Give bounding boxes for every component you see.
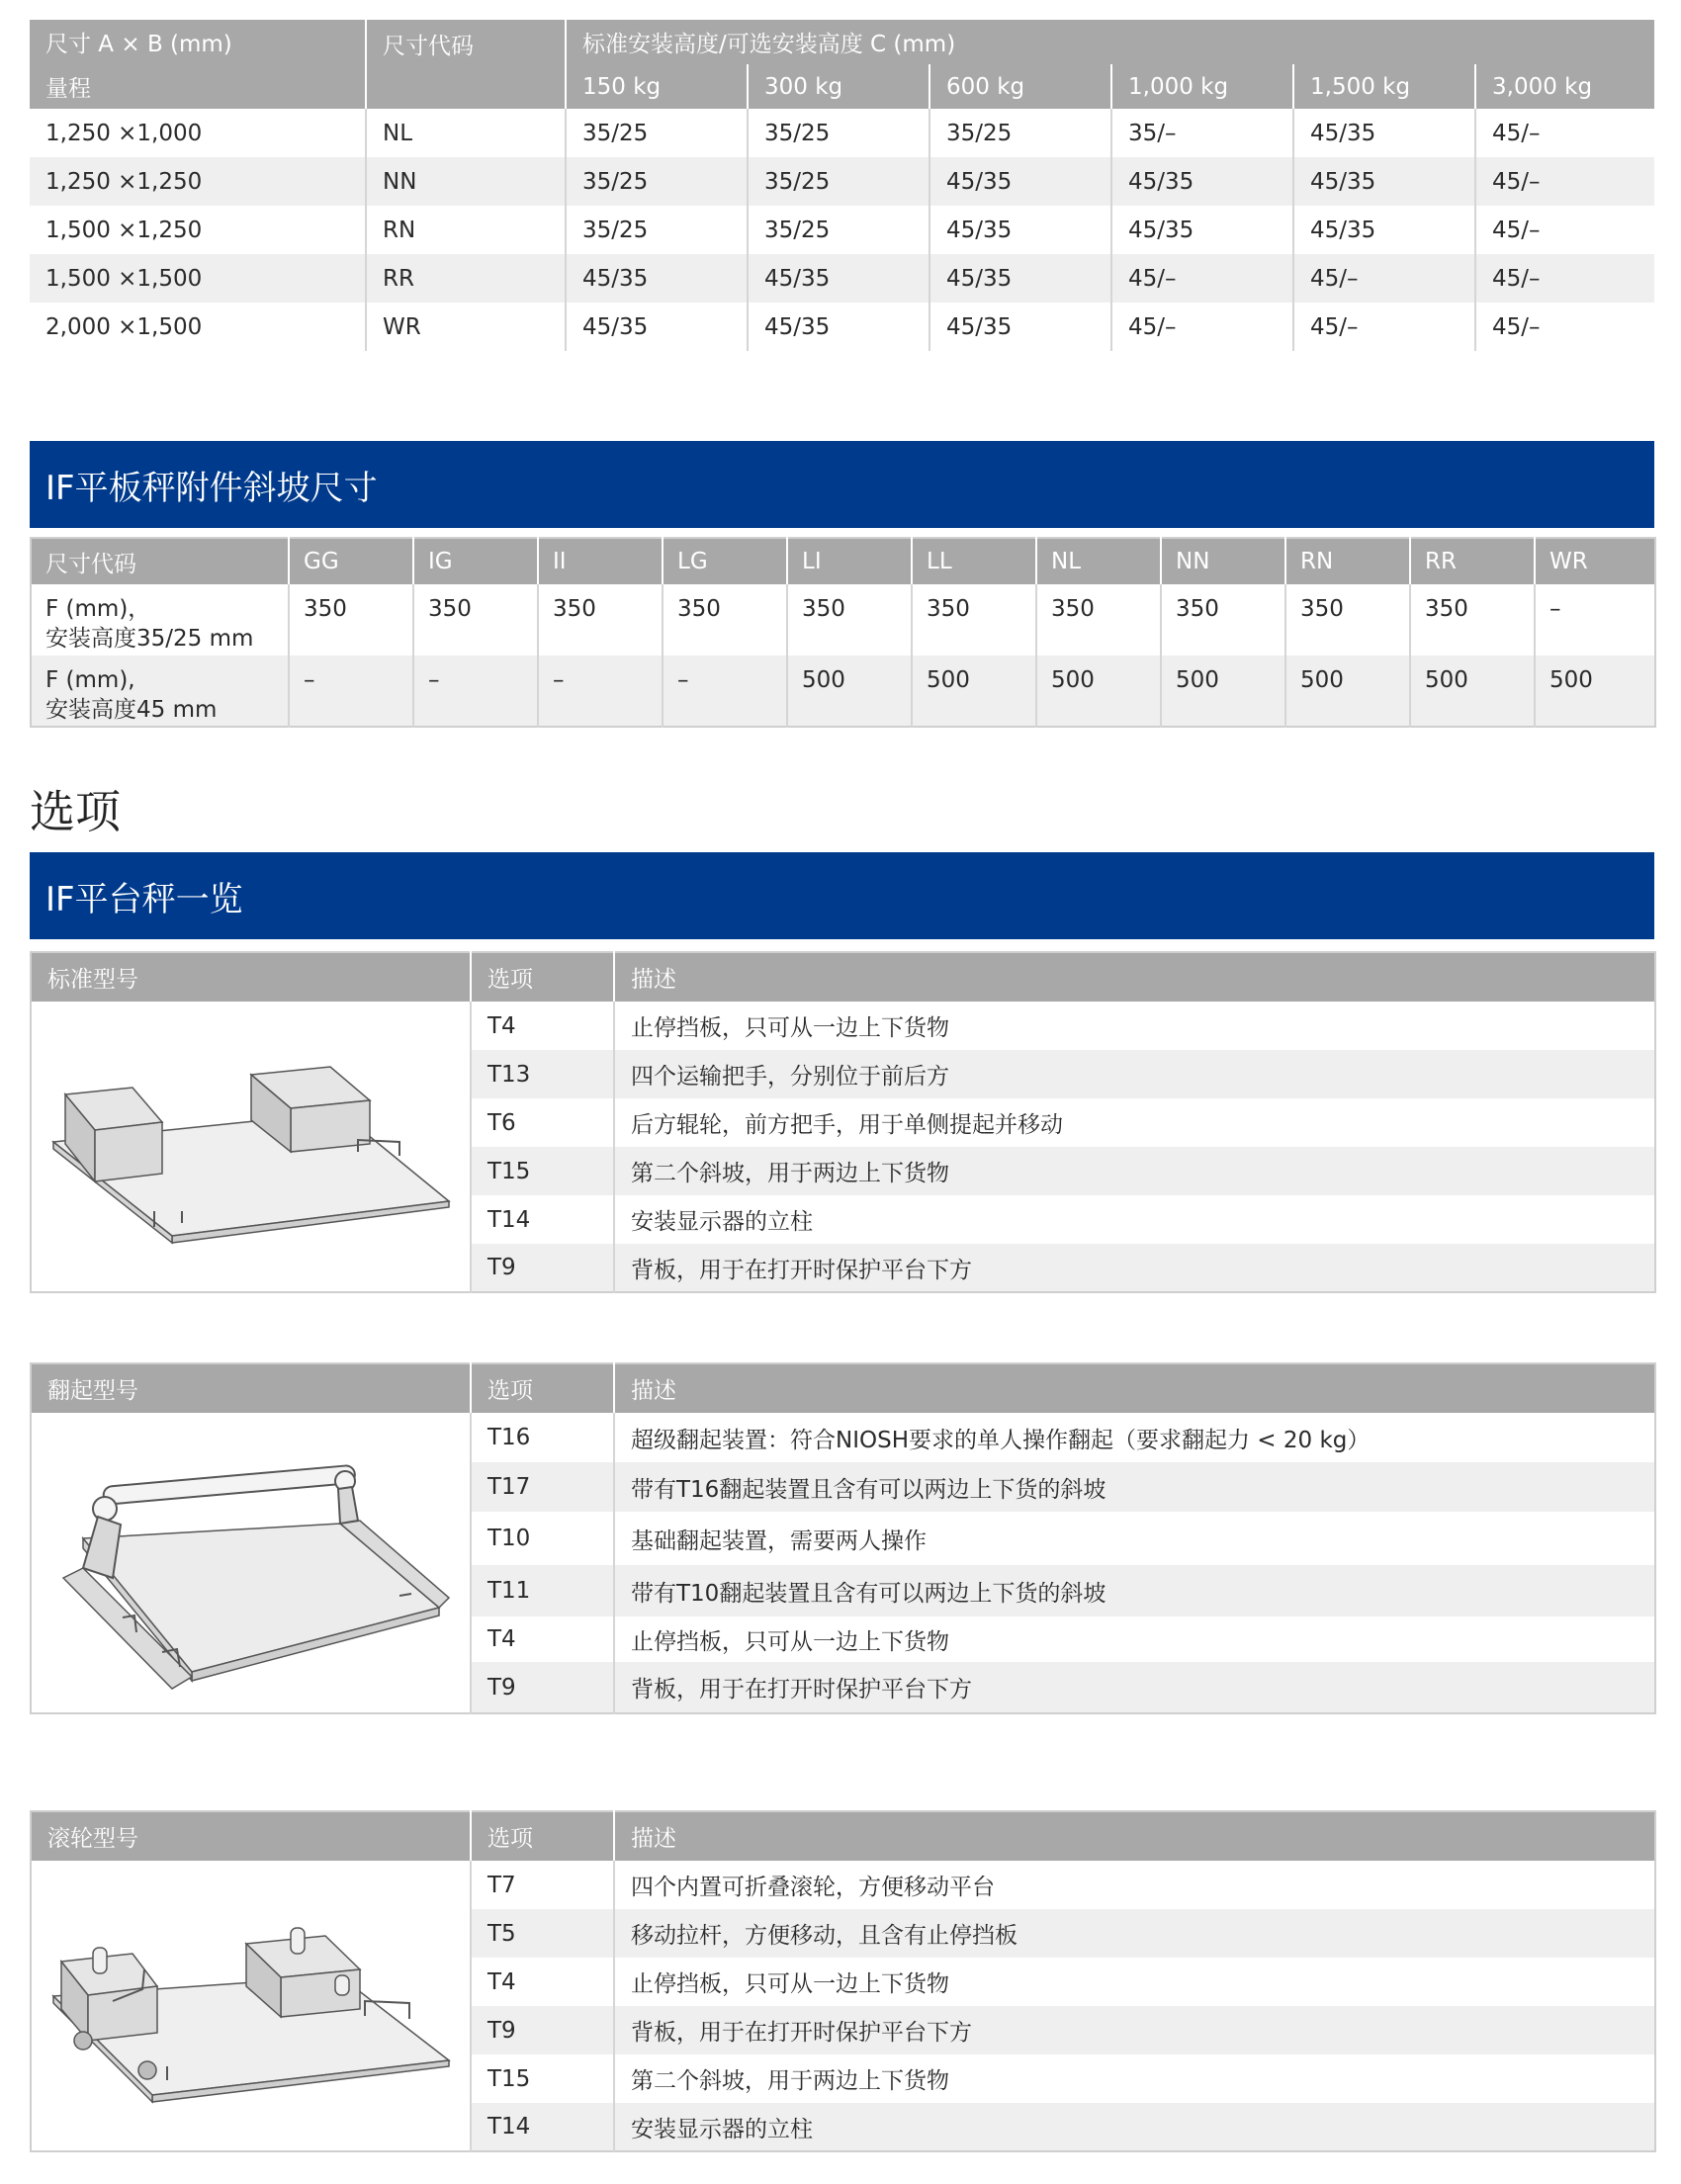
- option-row: [31, 1002, 1655, 1050]
- option-description: 背板，用于在打开时保护平台下方: [614, 1662, 1655, 1713]
- option-code: T9: [471, 1662, 614, 1713]
- option-row: [31, 1413, 1655, 1462]
- model-image-cell: [31, 1002, 471, 1292]
- option-description: 带有T16翻起装置且含有可以两边上下货的斜坡: [614, 1462, 1655, 1512]
- tilt-scale-illustration: [44, 1430, 459, 1697]
- ramp-value-cell: 500: [1410, 655, 1535, 727]
- option-code: T4: [471, 1002, 614, 1050]
- height-cell: 45/35: [566, 303, 748, 351]
- header-description: 描述: [614, 1363, 1655, 1413]
- wheel-scale-illustration: [44, 1892, 459, 2120]
- ramp-value-cell: 350: [413, 584, 538, 655]
- header-install-height: 标准安装高度/可选安装高度 C (mm): [566, 20, 1654, 64]
- option-code: T10: [471, 1512, 614, 1565]
- height-cell: 45/–: [1111, 254, 1293, 303]
- row-label-line: 安装高度35/25 mm: [45, 626, 254, 652]
- height-cell: 45/35: [1293, 157, 1475, 206]
- option-description: 安装显示器的立柱: [614, 2103, 1655, 2151]
- option-description: 基础翻起装置，需要两人操作: [614, 1512, 1655, 1565]
- height-cell: 35/–: [1111, 109, 1293, 157]
- header-capacity: 3,000 kg: [1475, 64, 1654, 109]
- option-code: T16: [471, 1413, 614, 1462]
- header-code: LG: [663, 538, 787, 584]
- height-cell: 45/–: [1293, 303, 1475, 351]
- header-capacity: 1,500 kg: [1293, 64, 1475, 109]
- height-cell: 45/35: [1111, 206, 1293, 254]
- header-code: NN: [1161, 538, 1285, 584]
- ramp-value-cell: 350: [538, 584, 663, 655]
- table-row: [31, 584, 1655, 655]
- header-code: LI: [787, 538, 912, 584]
- option-row: [31, 1861, 1655, 1909]
- header-option: 选项: [471, 1811, 614, 1861]
- header-capacity: 150 kg: [566, 64, 748, 109]
- option-code: T14: [471, 2103, 614, 2151]
- height-cell: 45/–: [1475, 303, 1654, 351]
- code-cell: NL: [366, 109, 566, 157]
- table-row: [30, 157, 1654, 206]
- ramp-value-cell: 500: [1161, 655, 1285, 727]
- height-cell: 45/–: [1475, 157, 1654, 206]
- option-description: 第二个斜坡，用于两边上下货物: [614, 2054, 1655, 2103]
- ramp-value-cell: 350: [1285, 584, 1410, 655]
- header-option: 选项: [471, 1363, 614, 1413]
- overview-title: IF平台秤一览: [30, 852, 1654, 939]
- height-cell: 45/–: [1293, 254, 1475, 303]
- height-cell: 45/–: [1475, 109, 1654, 157]
- option-description: 止停挡板，只可从一边上下货物: [614, 1002, 1655, 1050]
- header-capacity: 1,000 kg: [1111, 64, 1293, 109]
- table-row: [30, 303, 1654, 351]
- ramp-value-cell: 350: [663, 584, 787, 655]
- height-cell: 45/–: [1111, 303, 1293, 351]
- header-description: 描述: [614, 952, 1655, 1002]
- ramp-value-cell: 500: [1285, 655, 1410, 727]
- header-description: 描述: [614, 1811, 1655, 1861]
- option-description: 背板，用于在打开时保护平台下方: [614, 1244, 1655, 1292]
- option-description: 安装显示器的立柱: [614, 1195, 1655, 1244]
- header-option: 选项: [471, 952, 614, 1002]
- height-cell: 45/35: [748, 303, 929, 351]
- option-code: T13: [471, 1050, 614, 1098]
- height-cell: 45/35: [748, 254, 929, 303]
- option-description: 移动拉杆，方便移动，且含有止停挡板: [614, 1909, 1655, 1958]
- ramp-value-cell: –: [289, 655, 413, 727]
- option-code: T14: [471, 1195, 614, 1244]
- size-cell: 1,500 ×1,500: [30, 254, 366, 303]
- table-row: [30, 206, 1654, 254]
- header-code: RR: [1410, 538, 1535, 584]
- height-cell: 45/35: [566, 254, 748, 303]
- row-label-line: 安装高度45 mm: [45, 697, 218, 723]
- ramp-value-cell: 350: [787, 584, 912, 655]
- header-code: IG: [413, 538, 538, 584]
- option-code: T15: [471, 1147, 614, 1195]
- ramp-value-cell: 350: [289, 584, 413, 655]
- ramp-value-cell: 350: [1036, 584, 1161, 655]
- ramp-section-title: IF平板秤附件斜坡尺寸: [30, 441, 1654, 528]
- size-cell: 1,250 ×1,250: [30, 157, 366, 206]
- ramp-value-cell: 500: [1535, 655, 1655, 727]
- model-image-cell: [31, 1413, 471, 1713]
- height-cell: 45/35: [929, 206, 1111, 254]
- option-code: T6: [471, 1098, 614, 1147]
- header-capacity: 600 kg: [929, 64, 1111, 109]
- size-cell: 2,000 ×1,500: [45, 313, 203, 340]
- ramp-value-cell: –: [1535, 584, 1655, 655]
- option-code: T5: [471, 1909, 614, 1958]
- wheel-model-table: [30, 1810, 1656, 2152]
- option-description: 四个运输把手，分别位于前后方: [614, 1050, 1655, 1098]
- height-cell: 35/25: [748, 206, 929, 254]
- code-cell: RR: [366, 254, 566, 303]
- header-size-code: 尺寸代码: [366, 20, 566, 109]
- code-cell: WR: [366, 303, 566, 351]
- model-image-cell: [31, 1861, 471, 2151]
- standard-scale-illustration: [44, 1033, 459, 1261]
- code-cell: RN: [366, 206, 566, 254]
- table-row: [30, 254, 1654, 303]
- ramp-value-cell: 350: [1161, 584, 1285, 655]
- options-heading: 选项: [30, 785, 121, 838]
- option-description: 超级翻起装置：符合NIOSH要求的单人操作翻起（要求翻起力 < 20 kg）: [614, 1413, 1655, 1462]
- ramp-value-cell: 500: [912, 655, 1036, 727]
- table-row: [31, 655, 1655, 727]
- option-code: T4: [471, 1958, 614, 2006]
- header-code: GG: [289, 538, 413, 584]
- size-cell: 1,500 ×1,250: [45, 217, 203, 243]
- option-code: T11: [471, 1565, 614, 1616]
- header-code: WR: [1535, 538, 1655, 584]
- option-description: 四个内置可折叠滚轮，方便移动平台: [614, 1861, 1655, 1909]
- height-cell: 45/–: [1475, 254, 1654, 303]
- height-cell: 45/35: [1293, 109, 1475, 157]
- height-cell: 45/35: [929, 157, 1111, 206]
- standard-model-table: [30, 951, 1656, 1293]
- option-description: 止停挡板，只可从一边上下货物: [614, 1958, 1655, 2006]
- header-size-code: 尺寸代码: [31, 538, 289, 584]
- height-cell: 35/25: [748, 109, 929, 157]
- header-model: 滚轮型号: [31, 1811, 471, 1861]
- height-cell: 35/25: [566, 157, 748, 206]
- ramp-value-cell: –: [413, 655, 538, 727]
- option-description: 止停挡板，只可从一边上下货物: [614, 1616, 1655, 1662]
- option-code: T9: [471, 1244, 614, 1292]
- option-description: 带有T10翻起装置且含有可以两边上下货的斜坡: [614, 1565, 1655, 1616]
- height-cell: 45/35: [1111, 157, 1293, 206]
- height-cell: 35/25: [566, 109, 748, 157]
- option-code: T4: [471, 1616, 614, 1662]
- header-code: RN: [1285, 538, 1410, 584]
- height-cell: 35/25: [748, 157, 929, 206]
- row-label-line: F (mm)，: [45, 596, 151, 622]
- header-capacity: 300 kg: [748, 64, 929, 109]
- ramp-value-cell: –: [663, 655, 787, 727]
- header-size: 尺寸 A × B (mm): [30, 20, 366, 64]
- option-code: T15: [471, 2054, 614, 2103]
- ramp-value-cell: 350: [912, 584, 1036, 655]
- size-cell: 1,250 ×1,000: [45, 120, 203, 146]
- header-code: II: [538, 538, 663, 584]
- header-model: 翻起型号: [31, 1363, 471, 1413]
- ramp-value-cell: 350: [1410, 584, 1535, 655]
- code-cell: NN: [366, 157, 566, 206]
- option-code: T7: [471, 1861, 614, 1909]
- height-cell: 45/–: [1475, 206, 1654, 254]
- option-code: T9: [471, 2006, 614, 2054]
- option-description: 第二个斜坡，用于两边上下货物: [614, 1147, 1655, 1195]
- height-cell: 35/25: [566, 206, 748, 254]
- row-label-line: F (mm),: [45, 667, 135, 693]
- ramp-value-cell: 500: [787, 655, 912, 727]
- height-cell: 45/35: [929, 303, 1111, 351]
- header-code: LL: [912, 538, 1036, 584]
- header-range: 量程: [30, 64, 366, 109]
- option-description: 背板，用于在打开时保护平台下方: [614, 2006, 1655, 2054]
- header-model: 标准型号: [31, 952, 471, 1002]
- row-label: [31, 584, 289, 655]
- header-code: NL: [1036, 538, 1161, 584]
- height-cell: 45/35: [929, 254, 1111, 303]
- tilt-model-table: [30, 1362, 1656, 1714]
- table-row: [30, 109, 1654, 157]
- ramp-value-cell: 500: [1036, 655, 1161, 727]
- ramp-size-table: [30, 537, 1656, 728]
- ramp-value-cell: –: [538, 655, 663, 727]
- option-code: T17: [471, 1462, 614, 1512]
- height-cell: 35/25: [929, 109, 1111, 157]
- capacity-height-table: [30, 20, 1654, 351]
- option-description: 后方辊轮，前方把手，用于单侧提起并移动: [614, 1098, 1655, 1147]
- height-cell: 45/35: [1293, 206, 1475, 254]
- row-label: [31, 655, 289, 727]
